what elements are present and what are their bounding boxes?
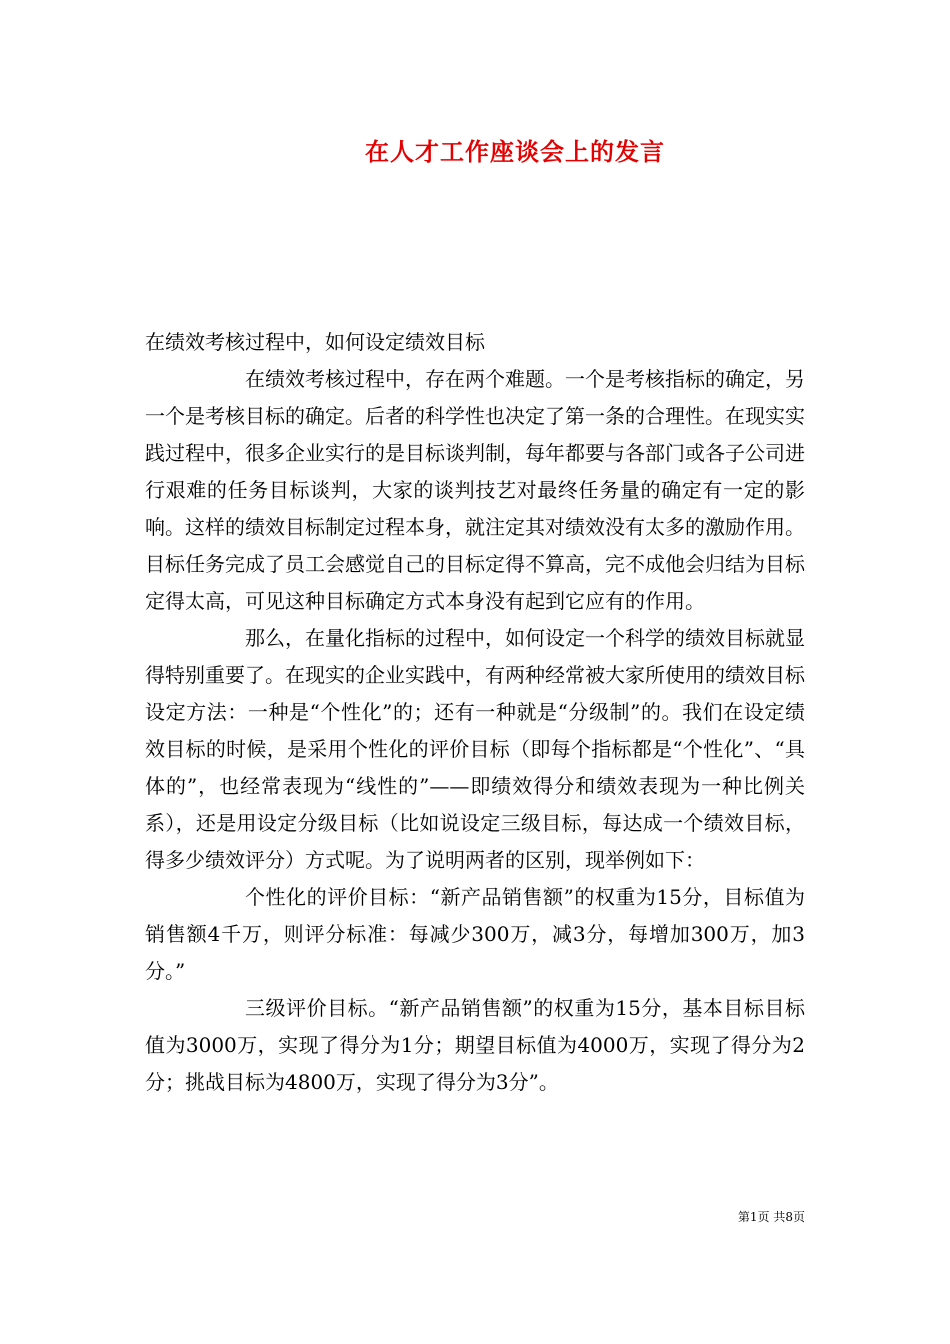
page-number-footer: 第1页 共8页 (737, 1210, 805, 1224)
paragraph-1: 在绩效考核过程中，存在两个难题。一个是考核指标的确定，另一个是考核目标的确定。后者的科学性也决定了第一条的合理性。在现实实践过程中，很多企业实行的是目标谈判制，每年都要与各部门或各子公司进行艰难的任务目标谈判，大家的谈判技艺对最终任务量的确定有一定的影响。这样的绩效目标制定过程本身，就注定其对绩效没有太多的激励作用。目标任务完成了员工会感觉自己的目标定得不算高，完不成他会归结为目标定得太高，可见这种目标确定方式本身没有起到它应有的作用。 (145, 367, 805, 613)
paragraph-4: 三级评价目标。“新产品销售额”的权重为15分，基本目标目标值为3000万，实现了得分为1分；期望目标值为4000万，实现了得分为2分；挑战目标为4800万，实现了得分为3分”。 (145, 996, 805, 1094)
document-body (145, 324, 805, 1101)
paragraph-3: 个性化的评价目标：“新产品销售额”的权重为15分，目标值为销售额4千万，则评分标准：每减少300万，减3分，每增加300万，加3分。” (145, 885, 805, 983)
subheading: 在绩效考核过程中，如何设定绩效目标 (145, 330, 485, 354)
paragraph-2: 那么，在量化指标的过程中，如何设定一个科学的绩效目标就显得特别重要了。在现实的企业实践中，有两种经常被大家所使用的绩效目标设定方法：一种是“个性化”的；还有一种就是“分级制”的。我们在设定绩效目标的时候，是采用个性化的评价目标（即每个指标都是“个性化”、“具体的”，也经常表现为“线性的”——即绩效得分和绩效表现为一种比例关系），还是用设定分级目标（比如说设定三级目标，每达成一个绩效目标，得多少绩效评分）方式呢。为了说明两者的区别，现举例如下： (145, 626, 805, 872)
document-title: 在人才工作座谈会上的发言 (365, 137, 665, 166)
